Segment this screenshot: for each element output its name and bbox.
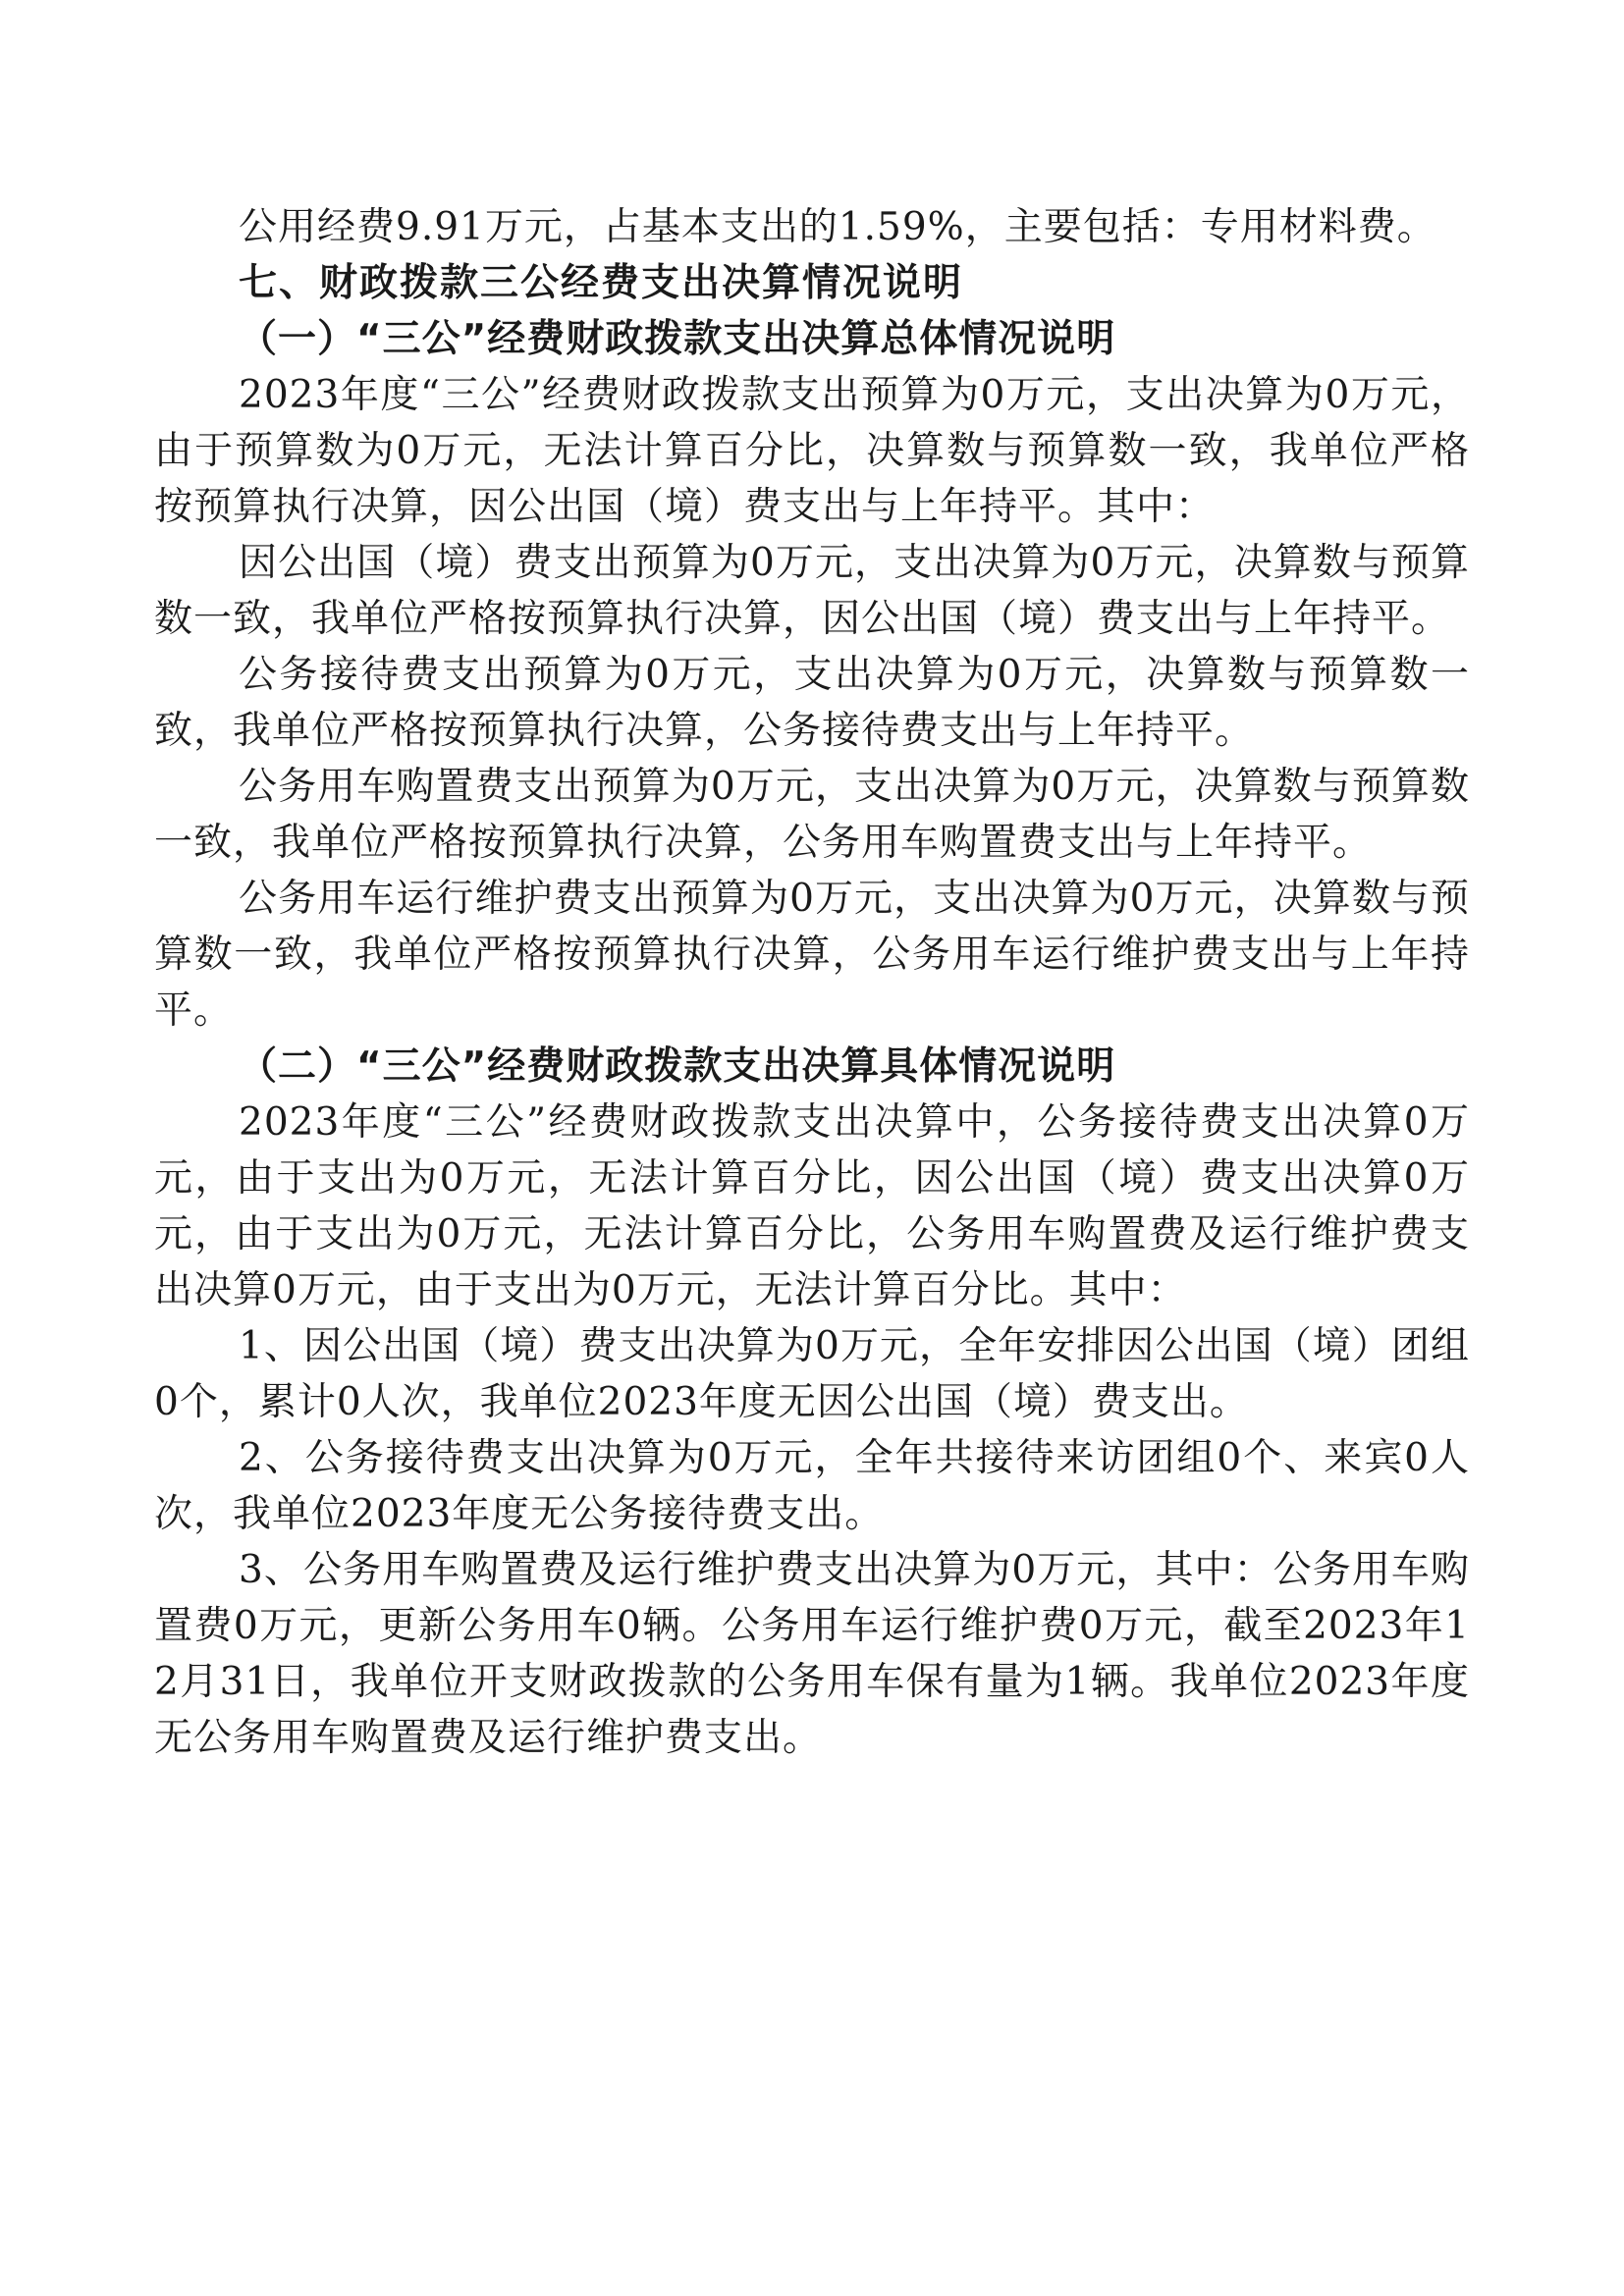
subsection-heading-overall: （一）“三公”经费财政拨款支出决算总体情况说明 (239, 317, 1116, 361)
paragraph-overall-summary: 2023年度“三公”经费财政拨款支出预算为0万元，支出决算为0万元，由于预算数为0万元，无法计算百分比，决算数与预算数一致，我单位严格按预算执行决算，因公出国（境）费支出与上年持平。其中： (154, 373, 1470, 529)
paragraph-vehicle-maintenance-budget: 公务用车运行维护费支出预算为0万元，支出决算为0万元，决算数与预算数一致，我单位严格按预算执行决算，公务用车运行维护费支出与上年持平。 (154, 877, 1470, 1033)
paragraph-overseas-travel-budget: 因公出国（境）费支出预算为0万元，支出决算为0万元，决算数与预算数一致，我单位严格按预算执行决算，因公出国（境）费支出与上年持平。 (154, 541, 1470, 641)
paragraph-public-expenses: 公用经费9.91万元，占基本支出的1.59%，主要包括：专用材料费。 (239, 205, 1436, 249)
paragraph-item-overseas-travel: 1、因公出国（境）费支出决算为0万元，全年安排因公出国（境）团组0个，累计0人次，我单位2023年度无因公出国（境）费支出。 (154, 1324, 1470, 1424)
subsection-heading-specific: （二）“三公”经费财政拨款支出决算具体情况说明 (239, 1044, 1116, 1089)
section-heading-three-public-expenses: 七、财政拨款三公经费支出决算情况说明 (239, 261, 964, 305)
paragraph-item-vehicles: 3、公务用车购置费及运行维护费支出决算为0万元，其中：公务用车购置费0万元，更新公务用车0辆。公务用车运行维护费0万元，截至2023年12月31日，我单位开支财政拨款的公务用车保有量为1辆。我单位2023年度无公务用车购置费及运行维护费支出。 (154, 1548, 1470, 1760)
paragraph-item-reception: 2、公务接待费支出决算为0万元，全年共接待来访团组0个、来宾0人次，我单位2023年度无公务接待费支出。 (154, 1436, 1470, 1536)
paragraph-reception-budget: 公务接待费支出预算为0万元，支出决算为0万元，决算数与预算数一致，我单位严格按预算执行决算，公务接待费支出与上年持平。 (154, 653, 1470, 753)
paragraph-specific-summary: 2023年度“三公”经费财政拨款支出决算中，公务接待费支出决算0万元，由于支出为0万元，无法计算百分比，因公出国（境）费支出决算0万元，由于支出为0万元，无法计算百分比，公务用车购置费及运行维护费支出决算0万元，由于支出为0万元，无法计算百分比。其中： (154, 1100, 1470, 1312)
paragraph-vehicle-purchase-budget: 公务用车购置费支出预算为0万元，支出决算为0万元，决算数与预算数一致，我单位严格按预算执行决算，公务用车购置费支出与上年持平。 (154, 765, 1470, 865)
document-body (154, 199, 1470, 1766)
